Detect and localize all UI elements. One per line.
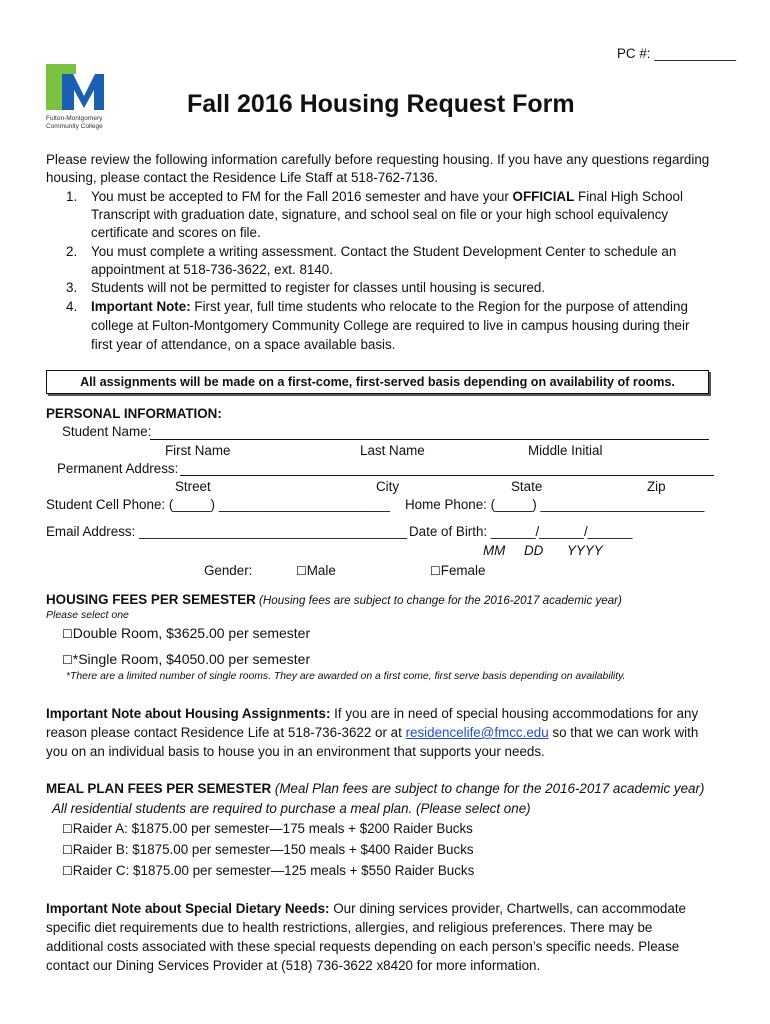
dob-mm-caption: MM [483,543,506,558]
checkbox-icon[interactable]: ☐ [62,653,73,667]
dietary-note-line4: contact our Dining Services Provider at (518) 736-3622 x8420 for more information. [46,958,541,973]
single-room-option[interactable]: ☐*Single Room, $4050.00 per semester [62,651,311,667]
checkbox-icon[interactable]: ☐ [62,864,73,878]
dob-dd-caption: DD [524,543,544,558]
cell-phone-field[interactable]: Student Cell Phone: (_____) _______________________ [46,497,390,512]
housing-select-hint: Please select one [46,609,129,621]
pc-number-field[interactable]: PC #: ___________ [617,46,737,61]
residence-life-email-link[interactable]: residencelife@fmcc.edu [405,725,549,740]
intro-text-line1: Please review the following information carefully before requesting housing. If you have any questions regarding [46,152,710,167]
personal-info-heading: PERSONAL INFORMATION: [46,406,222,421]
college-logo [46,64,106,144]
checkbox-icon[interactable]: ☐ [296,564,307,578]
checkbox-icon[interactable]: ☐ [430,564,441,578]
state-caption: State [511,479,543,494]
meal-plan-raider-b-option[interactable]: ☐Raider B: $1875.00 per semester—150 meals + $400 Raider Bucks [62,842,474,857]
permanent-address-label: Permanent Address: [57,461,179,476]
date-of-birth-field[interactable]: Date of Birth: ______/______/______ [409,524,633,539]
email-field[interactable]: Email Address: ____________________________________ [46,524,408,539]
meal-plan-requirement: All residential students are required to purchase a meal plan. (Please select one) [52,801,531,816]
permanent-address-input[interactable] [180,475,714,476]
gender-female-option[interactable]: ☐Female [430,563,486,578]
housing-assignment-note-line1: Important Note about Housing Assignments: If you are in need of special housing accommodations for any [46,706,699,721]
meal-plan-raider-c-option[interactable]: ☐Raider C: $1875.00 per semester—125 meals + $550 Raider Bucks [62,863,475,878]
zip-caption: Zip [647,479,666,494]
middle-initial-caption: Middle Initial [528,443,603,458]
dietary-note-line2: specific diet requirements due to health restrictions, allergies, and religious preferences. There may be [46,920,653,935]
meal-plan-heading: MEAL PLAN FEES PER SEMESTER (Meal Plan fees are subject to change for the 2016-2017 academic year) [46,781,705,796]
dietary-note-line3: additional costs associated with these special requests depending on each person’s specific needs. Please [46,939,680,954]
meal-plan-raider-a-option[interactable]: ☐Raider A: $1875.00 per semester—175 meals + $200 Raider Bucks [62,821,473,836]
street-caption: Street [175,479,211,494]
intro-text-line2: housing, please contact the Residence Life Staff at 518-762-7136. [46,170,439,185]
logo-college-name: Fulton-Montgomery Community College [46,115,103,130]
checkbox-icon[interactable]: ☐ [62,843,73,857]
gender-label: Gender: [204,563,253,578]
double-room-option[interactable]: ☐Double Room, $3625.00 per semester [62,625,311,641]
single-room-footnote: *There are a limited number of single rooms. They are awarded on a first come, first serve basis depending on availability. [66,671,626,682]
notice-text: All assignments will be made on a first-come, first-served basis depending on availability of rooms. [80,375,675,389]
fm-logo-mark [46,64,106,110]
notice-box [46,370,709,394]
page-title: Fall 2016 Housing Request Form [187,90,575,118]
housing-assignment-note-line2: reason please contact Residence Life at 518-736-3622 or at residencelife@fmcc.edu so that we can work with [46,725,699,740]
dietary-note-line1: Important Note about Special Dietary Needs: Our dining services provider, Chartwells, can accommodate [46,901,686,916]
housing-fees-heading: HOUSING FEES PER SEMESTER (Housing fees are subject to change for the 2016-2017 academic year) [46,592,622,607]
home-phone-field[interactable]: Home Phone: (_____) ______________________ [405,497,705,512]
housing-assignment-note-line3: you on an individual basis to house you in an environment that supports your needs. [46,744,545,759]
first-name-caption: First Name [165,443,231,458]
student-name-label: Student Name: [62,424,152,439]
last-name-caption: Last Name [360,443,425,458]
student-name-input[interactable] [150,439,709,440]
checkbox-icon[interactable]: ☐ [62,822,73,836]
city-caption: City [376,479,400,494]
dob-yyyy-caption: YYYY [567,543,603,558]
checkbox-icon[interactable]: ☐ [62,627,73,641]
gender-male-option[interactable]: ☐Male [296,563,336,578]
